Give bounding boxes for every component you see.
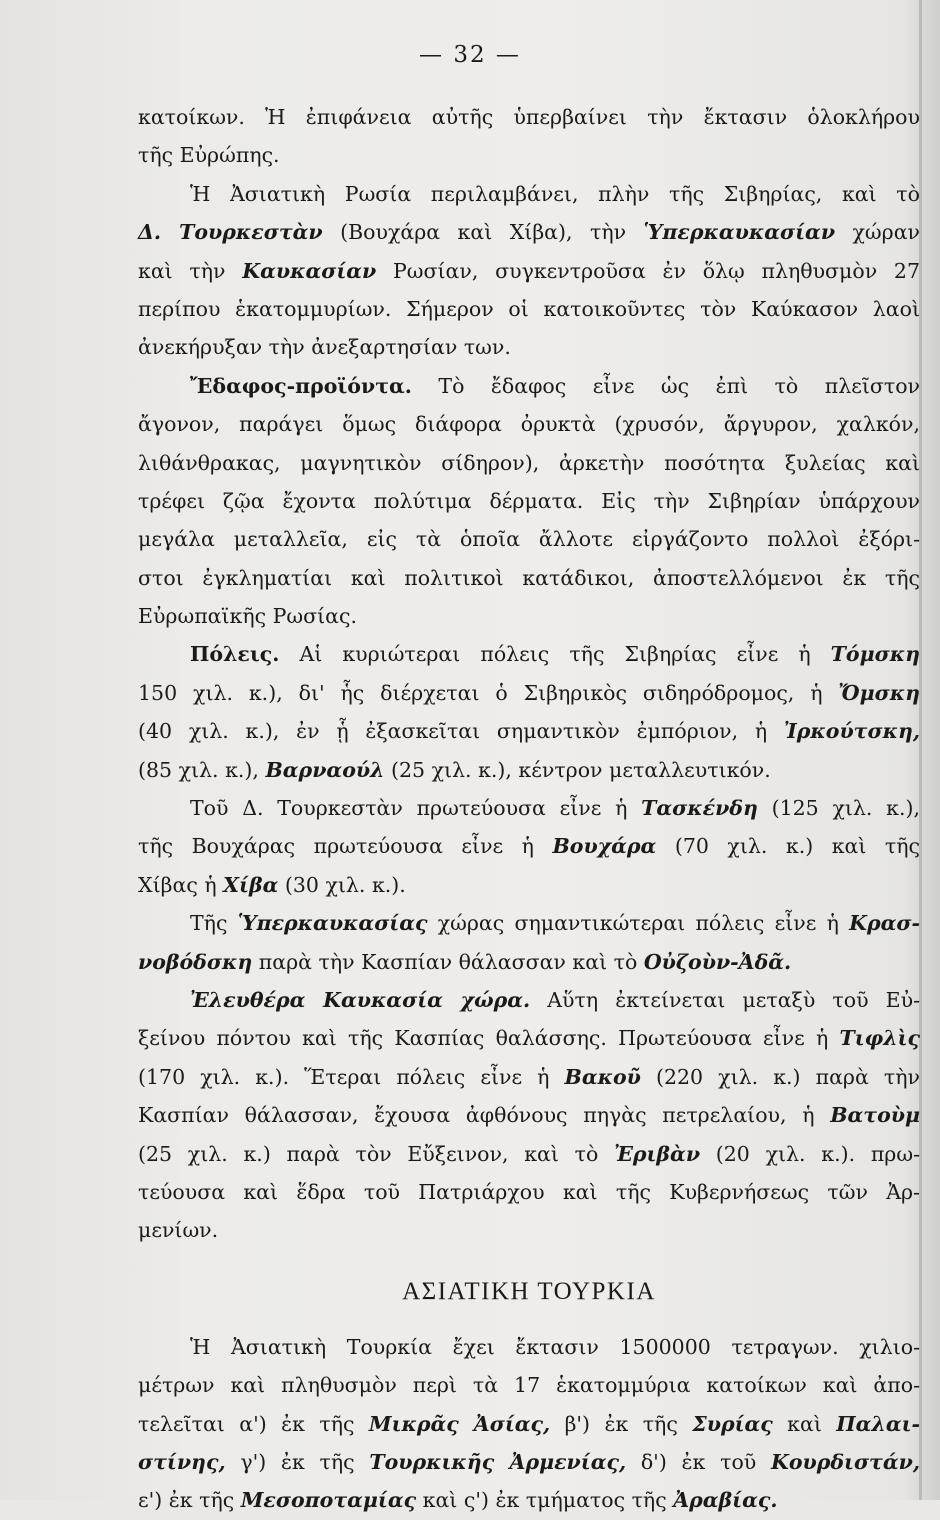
text-run: Ἡ Ἀσιατικὴ Ρωσία περιλαμβάνει, πλὴν τῆς Σιβηρίας, καὶ τὸ bbox=[190, 181, 920, 206]
text-run: μέτρων καὶ πληθυσμὸν περὶ τὰ 17 ἑκατομμύρια κατοίκων καὶ ἀπο- bbox=[138, 1373, 920, 1398]
text-run: (20 χιλ. κ.). πρω- bbox=[700, 1141, 920, 1166]
text-line bbox=[138, 520, 920, 558]
text-line bbox=[138, 213, 920, 251]
text-run: (85 χιλ. κ.), bbox=[138, 757, 266, 782]
text-line bbox=[138, 1019, 920, 1057]
text-run: (125 χιλ. κ.), bbox=[757, 796, 920, 821]
text-line bbox=[138, 904, 920, 942]
text-line bbox=[138, 444, 920, 482]
text-run: μεγάλα μεταλλεῖα, εἰς τὰ ὁποῖα ἄλλοτε εἰργάζοντο πολλοὶ ἐξόρι- bbox=[138, 527, 920, 552]
text-run: τεύουσα καὶ ἕδρα τοῦ Πατριάρχου καὶ τῆς Κυβερνήσεως τῶν Ἀρ- bbox=[138, 1179, 920, 1204]
text-run: Χίβας ἡ bbox=[138, 872, 224, 897]
text-line bbox=[138, 751, 920, 789]
text-run: Κασπίαν θάλασσαν, ἔχουσα ἀφθόνους πηγὰς πετρελαίου, ἡ bbox=[138, 1103, 831, 1128]
emphasis-text: Ἀραβίας. bbox=[673, 1488, 778, 1513]
emphasis-text: Τόμσκη bbox=[830, 642, 920, 667]
text-run: (25 χιλ. κ.) παρὰ τὸν Εὔξεινον, καὶ τὸ bbox=[138, 1141, 615, 1166]
emphasis-text: Ὄμσκη bbox=[838, 680, 920, 705]
text-line bbox=[138, 1443, 920, 1481]
text-line bbox=[138, 866, 920, 904]
text-run: στοι ἐγκληματίαι καὶ πολιτικοὶ κατάδικοι, ἀποστελλόμενοι ἐκ τῆς bbox=[138, 565, 920, 590]
text-line bbox=[138, 367, 920, 405]
emphasis-text: Βακοῦ bbox=[564, 1064, 641, 1089]
text-line bbox=[138, 1173, 920, 1211]
text-run: Αἱ κυριώτεραι πόλεις τῆς Σιβηρίας εἶνε ἡ bbox=[279, 642, 831, 667]
text-run: Εὐρωπαϊκῆς Ρωσίας. bbox=[138, 604, 358, 629]
text-line bbox=[138, 1405, 920, 1443]
emphasis-text: Παλαι- bbox=[836, 1411, 921, 1436]
emphasis-text: Μεσοποταμίας bbox=[240, 1488, 417, 1513]
text-run: Τοῦ Δ. Τουρκεστὰν πρωτεύουσα εἶνε ἡ bbox=[190, 796, 642, 821]
emphasis-text: νοβόδσκη bbox=[138, 949, 253, 974]
text-line bbox=[138, 98, 920, 136]
text-line bbox=[138, 328, 920, 366]
text-line bbox=[138, 136, 920, 174]
text-line bbox=[138, 943, 920, 981]
text-run: ἀνεκήρυξαν τὴν ἀνεξαρτησίαν των. bbox=[138, 335, 511, 360]
emphasis-text: Κουρδιστάν, bbox=[771, 1449, 920, 1474]
text-line bbox=[138, 1481, 920, 1519]
text-run: (170 χιλ. κ.). Ἕτεραι πόλεις εἶνε ἡ bbox=[138, 1064, 565, 1089]
text-run: ἄγονον, παράγει ὅμως διάφορα ὀρυκτὰ (χρυσόν, ἄργυρον, χαλκόν, bbox=[138, 412, 920, 437]
text-run: τῆς Βουχάρας πρωτεύουσα εἶνε ἡ bbox=[138, 834, 553, 859]
text-run: περίπου ἑκατομμυρίων. Σήμερον οἱ κατοικοῦντες τὸν Καύκασον λαοὶ bbox=[138, 296, 920, 321]
emphasis-text: Οὐζοὺν-Ἀδᾶ. bbox=[643, 949, 792, 974]
text-line bbox=[138, 1328, 920, 1366]
text-line bbox=[138, 559, 920, 597]
emphasis-text: Κρασ- bbox=[849, 911, 920, 936]
text-run: καὶ τὴν bbox=[138, 258, 243, 283]
emphasis-text: στίνης, bbox=[138, 1449, 226, 1474]
emphasis-text: Ἔδαφος-προϊόντα. bbox=[190, 373, 412, 398]
text-run: Τὸ ἔδαφος εἶνε ὡς ἐπὶ τὸ πλεῖστον bbox=[411, 373, 920, 398]
emphasis-text: Τουρκικῆς Ἀρμενίας, bbox=[369, 1449, 627, 1474]
emphasis-text: Συρίας bbox=[692, 1411, 773, 1436]
emphasis-text: Ἐριβὰν bbox=[614, 1141, 701, 1166]
text-run: (70 χιλ. κ.) καὶ τῆς bbox=[656, 834, 921, 859]
text-run: δ') ἐκ τοῦ bbox=[626, 1449, 771, 1474]
text-line bbox=[138, 1096, 920, 1134]
text-run: καὶ ς') ἐκ τμήματος τῆς bbox=[416, 1488, 674, 1513]
text-run: (Βουχάρα καὶ Χίβα), τὴν bbox=[322, 220, 644, 245]
text-line bbox=[138, 712, 920, 750]
text-line bbox=[138, 789, 920, 827]
text-line bbox=[138, 175, 920, 213]
text-line bbox=[138, 674, 920, 712]
emphasis-text: Βαρναούλ bbox=[265, 757, 385, 782]
text-run: καὶ bbox=[772, 1411, 837, 1436]
text-line bbox=[138, 1211, 920, 1249]
section-title: ΑΣΙΑΤΙΚΗ ΤΟΥΡΚΙΑ bbox=[402, 1277, 656, 1305]
text-run: 150 χιλ. κ.), δι' ἧς διέρχεται ὁ Σιβηρικὸς σιδηρόδρομος, ἡ bbox=[138, 680, 839, 705]
text-run: (220 χιλ. κ.) παρὰ τὴν bbox=[640, 1064, 920, 1089]
emphasis-text: Μικρᾶς Ἀσίας, bbox=[368, 1411, 551, 1436]
text-run: β') ἐκ τῆς bbox=[550, 1411, 693, 1436]
emphasis-text: Καυκασίαν bbox=[242, 258, 377, 283]
text-run: ε') ἐκ τῆς bbox=[138, 1488, 241, 1513]
text-line bbox=[138, 1366, 920, 1404]
emphasis-text: Ἰρκούτσκη, bbox=[783, 719, 920, 744]
text-line bbox=[138, 827, 920, 865]
emphasis-text: Τιφλὶς bbox=[839, 1026, 920, 1051]
emphasis-text: Ἐλευθέρα Καυκασία χώρα. bbox=[190, 987, 531, 1012]
text-run: (25 χιλ. κ.), κέντρον μεταλλευτικόν. bbox=[384, 757, 771, 782]
text-run: τρέφει ζῷα ἔχοντα πολύτιμα δέρματα. Εἰς τὴν Σιβηρίαν ὑπάρχουν bbox=[138, 488, 920, 513]
page-number: — 32 — bbox=[419, 42, 521, 68]
text-line bbox=[138, 635, 920, 673]
emphasis-text: Τασκένδη bbox=[641, 796, 758, 821]
emphasis-text: Βατοὺμ bbox=[830, 1103, 920, 1128]
text-line bbox=[138, 981, 920, 1019]
text-run: γ') ἐκ τῆς bbox=[225, 1449, 370, 1474]
emphasis-text: Βουχάρα bbox=[552, 834, 657, 859]
text-run: χώρας σημαντικώτεραι πόλεις εἶνε ἡ bbox=[427, 911, 850, 936]
text-run: λιθάνθρακας, μαγνητικὸν σίδηρον), ἀρκετὴν ποσότητα ξυλείας καὶ bbox=[138, 450, 920, 475]
emphasis-text: Ὑπερκαυκασίας bbox=[237, 911, 428, 936]
text-run: ξείνου πόντου καὶ τῆς Κασπίας θαλάσσης. Πρωτεύουσα εἶνε ἡ bbox=[138, 1026, 840, 1051]
text-line bbox=[138, 1135, 920, 1173]
text-run: Τῆς bbox=[190, 911, 238, 936]
text-line bbox=[138, 597, 920, 635]
text-line bbox=[138, 290, 920, 328]
body-text bbox=[138, 98, 920, 1520]
text-run: Αὕτη ἐκτείνεται μεταξὺ τοῦ Εὐ- bbox=[530, 987, 920, 1012]
emphasis-text: Ὑπερκαυκασίαν bbox=[643, 220, 836, 245]
text-line bbox=[138, 482, 920, 520]
text-run: χώραν bbox=[835, 220, 921, 245]
text-run: Ρωσίαν, συγκεντροῦσα ἐν ὅλῳ πληθυσμὸν 27 bbox=[376, 258, 920, 283]
emphasis-text: Χίβα bbox=[223, 872, 279, 897]
text-run: μενίων. bbox=[138, 1218, 219, 1243]
text-run: (40 χιλ. κ.), ἐν ᾗ ἐξασκεῖται σημαντικὸν ἐμπόριον, ἡ bbox=[138, 719, 784, 744]
text-run: κατοίκων. Ἡ ἐπιφάνεια αὐτῆς ὑπερβαίνει τὴν ἔκτασιν ὁλοκλήρου bbox=[138, 105, 920, 129]
text-run: (30 χιλ. κ.). bbox=[278, 872, 406, 897]
emphasis-text: Πόλεις. bbox=[190, 642, 280, 667]
text-line bbox=[138, 405, 920, 443]
text-run: τῆς Εὐρώπης. bbox=[138, 143, 280, 168]
emphasis-text: Δ. Τουρκεστὰν bbox=[138, 220, 323, 245]
text-run: παρὰ τὴν Κασπίαν θάλασσαν καὶ τὸ bbox=[252, 949, 644, 974]
text-run: τελεῖται α') ἐκ τῆς bbox=[138, 1411, 369, 1436]
text-run: Ἡ Ἀσιατικὴ Τουρκία ἔχει ἔκτασιν 1500000 τετραγων. χιλιο- bbox=[190, 1334, 920, 1359]
text-line bbox=[138, 1058, 920, 1096]
text-line bbox=[138, 252, 920, 290]
